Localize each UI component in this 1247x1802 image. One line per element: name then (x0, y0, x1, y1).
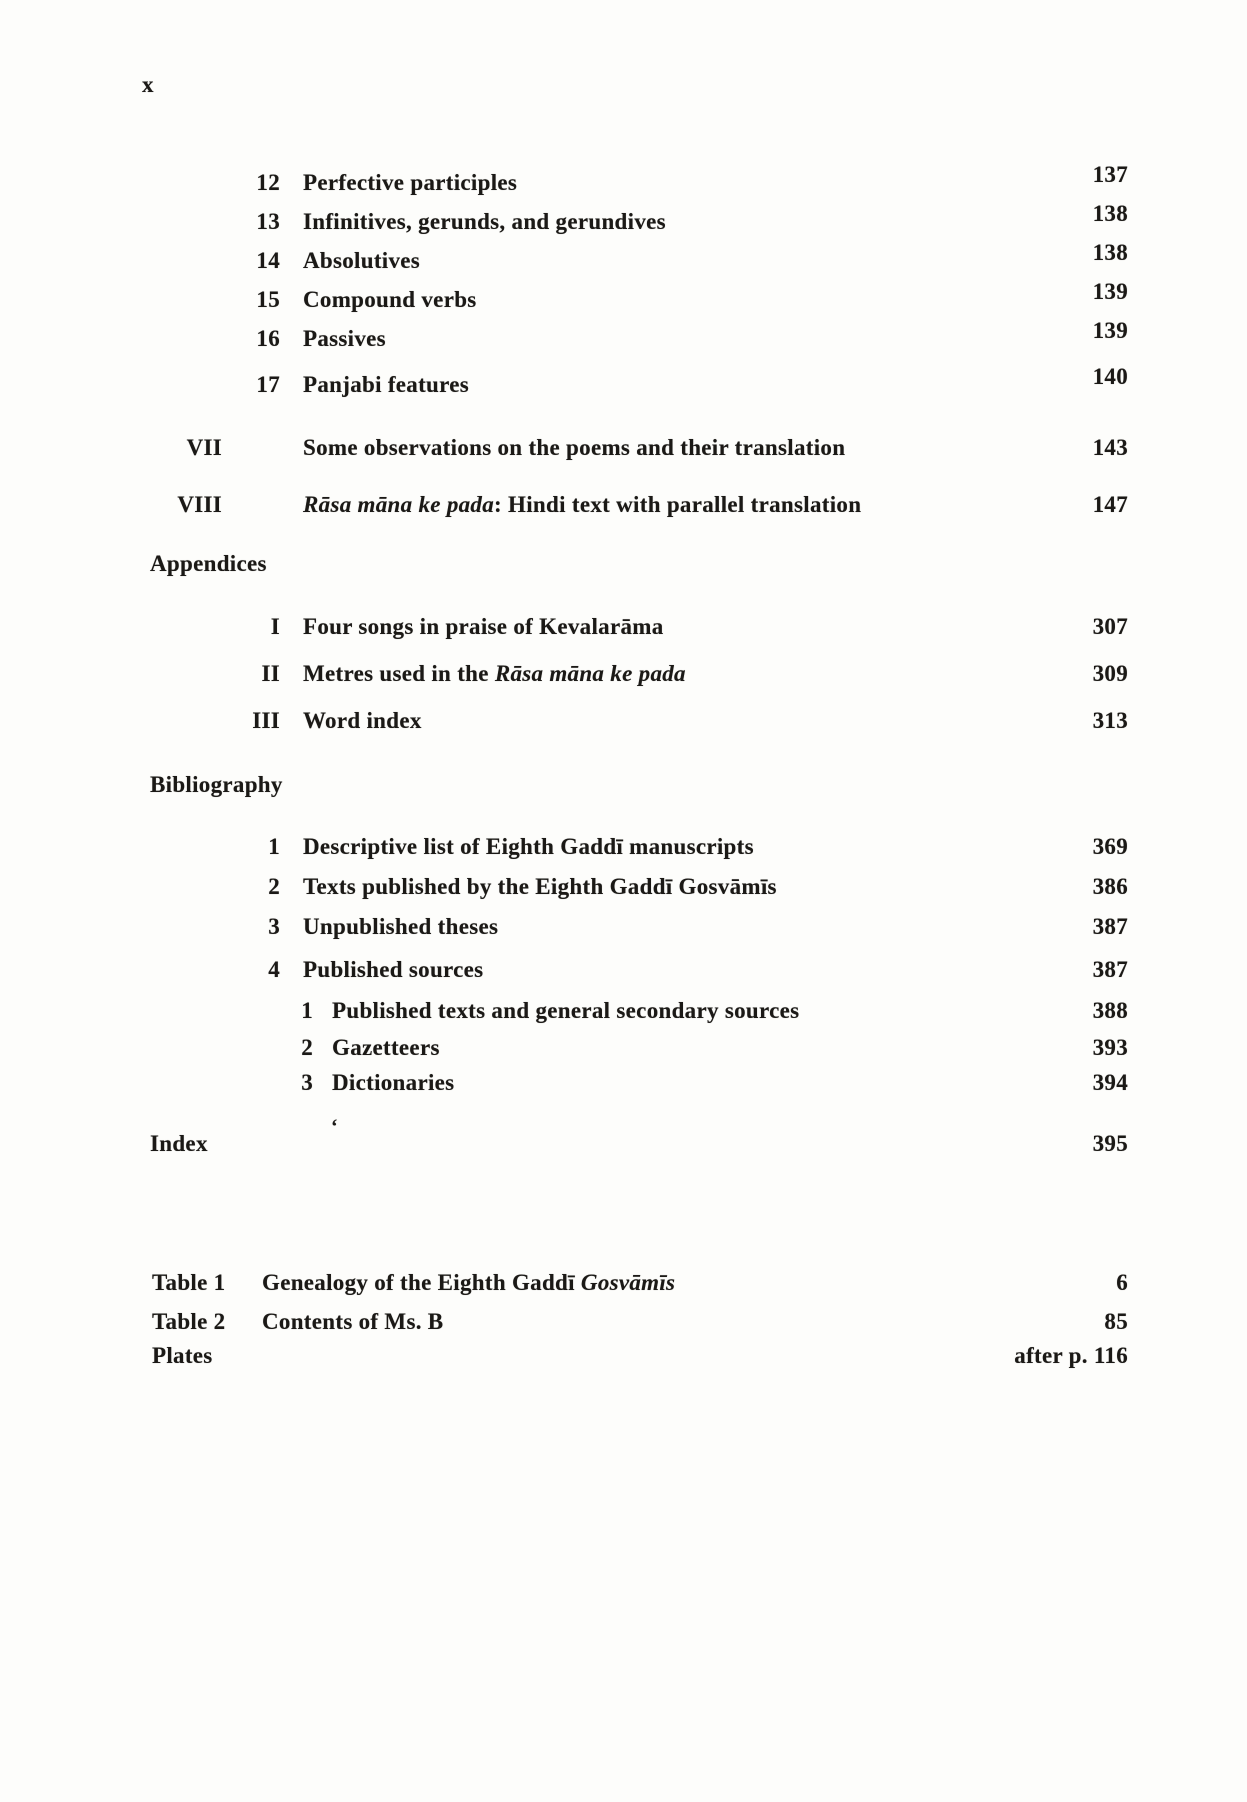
bib-number: 3 (268, 914, 280, 939)
appendix-page: 309 (1092, 661, 1128, 686)
bib-title: Unpublished theses (303, 914, 499, 939)
appendix-title (303, 614, 664, 640)
appendix-page: 313 (1092, 708, 1128, 733)
bib-sub-page: 394 (1092, 1070, 1128, 1095)
bib-sub-number: 1 (301, 998, 313, 1023)
bib-page: 386 (1092, 874, 1128, 899)
bib-sub-page: 393 (1092, 1035, 1128, 1060)
index-heading: Index (150, 1131, 208, 1156)
item-page: 137 (1092, 162, 1128, 187)
table-title (262, 1309, 443, 1335)
item-number: 17 (256, 372, 280, 397)
chapter-title (303, 492, 861, 518)
toc-row-bib-subitem (143, 998, 1128, 1025)
item-title: Compound verbs (303, 287, 477, 312)
title-roman: Metres used in the (303, 661, 495, 686)
toc-row (143, 279, 1128, 314)
toc-row (143, 364, 1128, 399)
bib-sub-number: 2 (301, 1035, 313, 1060)
toc-row-bib-subitem (143, 1070, 1128, 1097)
item-title: Infinitives, gerunds, and gerundives (303, 209, 666, 234)
item-page: 139 (1092, 279, 1128, 304)
bib-number: 2 (268, 874, 280, 899)
toc-row-appendix (143, 708, 1128, 735)
toc-section-heading (143, 551, 1128, 578)
bib-number: 4 (268, 957, 280, 982)
bib-page: 387 (1092, 957, 1128, 982)
toc-row (143, 240, 1128, 275)
toc-row-bibliography (143, 834, 1128, 861)
item-number: 12 (256, 170, 280, 195)
appendix-number: III (252, 708, 280, 733)
toc-row (143, 318, 1128, 353)
title-roman: Word index (303, 708, 422, 733)
item-page: 138 (1092, 240, 1128, 265)
item-number: 16 (256, 326, 280, 351)
bib-sub-page: 388 (1092, 998, 1128, 1023)
bib-title: Texts published by the Eighth Gaddī Gosvāmīs (303, 874, 777, 899)
bib-title: Descriptive list of Eighth Gaddī manuscripts (303, 834, 754, 859)
toc-row-bibliography (143, 874, 1128, 901)
appendix-title (303, 708, 422, 734)
table-page: 85 (1104, 1309, 1128, 1334)
title-roman: Some observations on the poems and their translation (303, 435, 846, 460)
toc-section-heading (143, 772, 1128, 799)
toc-row-plates (143, 1343, 1128, 1370)
chapter-number: VII (186, 435, 222, 460)
chapter-page: 143 (1092, 435, 1128, 460)
toc-row (143, 162, 1128, 197)
item-number: 13 (256, 209, 280, 234)
appendix-page: 307 (1092, 614, 1128, 639)
plates-label: Plates (152, 1343, 213, 1368)
item-page: 139 (1092, 318, 1128, 343)
item-number: 14 (256, 248, 280, 273)
table-page: 6 (1116, 1270, 1128, 1295)
item-title: Perfective participles (303, 170, 518, 195)
bib-sub-number: 3 (301, 1070, 313, 1095)
toc-row-appendix (143, 661, 1128, 688)
bib-page: 387 (1092, 914, 1128, 939)
scan-artifact-mark: ‘ (331, 1116, 338, 1138)
toc-row-index (143, 1131, 1128, 1158)
item-title: Panjabi features (303, 372, 470, 397)
table-title (262, 1270, 675, 1296)
toc-row-bibliography (143, 957, 1128, 984)
title-roman-post: : Hindi text with parallel translation (494, 492, 862, 517)
title-roman: Genealogy of the Eighth Gaddī (262, 1270, 581, 1295)
toc-row-bibliography (143, 914, 1128, 941)
chapter-title (303, 435, 845, 461)
item-page: 138 (1092, 201, 1128, 226)
chapter-page: 147 (1092, 492, 1128, 517)
toc-row (143, 201, 1128, 236)
bib-sub-title: Published texts and general secondary sources (332, 998, 800, 1023)
toc-row-table (143, 1270, 1128, 1297)
bib-sub-title: Gazetteers (332, 1035, 440, 1060)
plates-page: after p. 116 (1014, 1343, 1128, 1368)
bibliography-heading: Bibliography (150, 772, 283, 797)
appendices-heading: Appendices (150, 551, 267, 576)
table-label: Table 1 (152, 1270, 226, 1295)
item-title: Absolutives (303, 248, 421, 273)
toc-row-table (143, 1309, 1128, 1336)
item-number: 15 (256, 287, 280, 312)
toc-row-chapter (143, 492, 1128, 519)
item-title: Passives (303, 326, 386, 351)
toc-row-bib-subitem (143, 1035, 1128, 1062)
appendix-title (303, 661, 686, 687)
title-roman: Four songs in praise of Kevalarāma (303, 614, 664, 639)
title-roman: Contents of Ms. B (262, 1309, 444, 1334)
bib-sub-title: Dictionaries (332, 1070, 455, 1095)
toc-row-appendix (143, 614, 1128, 641)
title-italic: Rāsa māna ke pada (303, 492, 495, 517)
chapter-number: VIII (177, 492, 222, 517)
table-label: Table 2 (152, 1309, 226, 1334)
bib-title: Published sources (303, 957, 484, 982)
title-italic: Gosvāmīs (580, 1270, 676, 1295)
title-italic: Rāsa māna ke pada (494, 661, 686, 686)
item-page: 140 (1092, 364, 1128, 389)
index-page: 395 (1092, 1131, 1128, 1156)
bib-page: 369 (1092, 834, 1128, 859)
appendix-number: I (270, 614, 280, 639)
page-number-header: x (142, 72, 154, 97)
bib-number: 1 (268, 834, 280, 859)
toc-row-chapter (143, 435, 1128, 462)
appendix-number: II (261, 661, 280, 686)
